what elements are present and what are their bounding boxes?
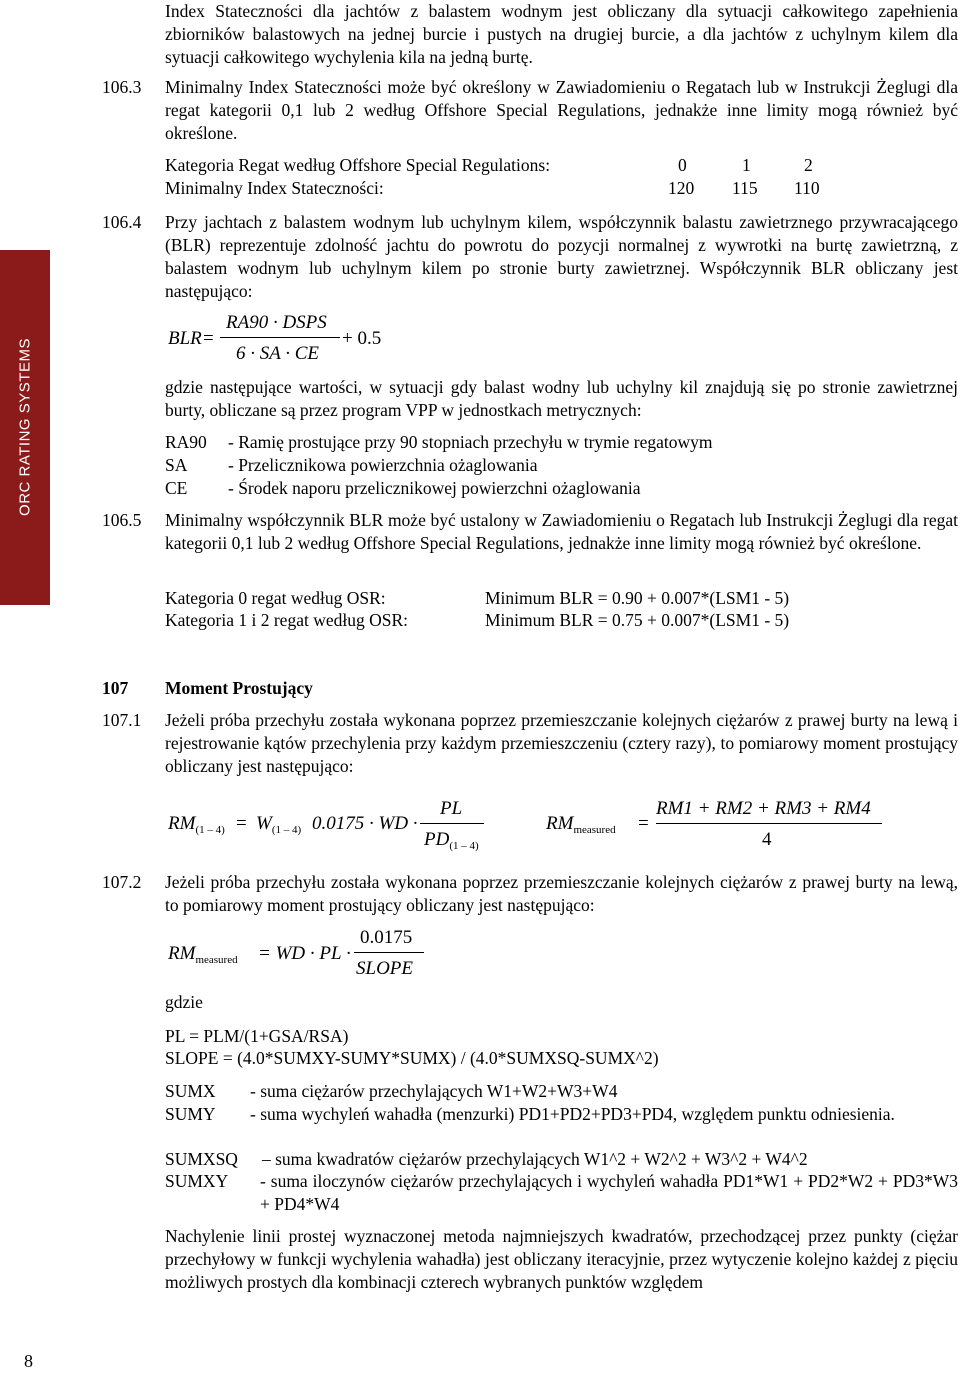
- table-cell: 0: [678, 155, 687, 175]
- blr-where-paragraph: gdzie następujące wartości, w sytuacji gdy balast wodny lub uchylny kil znajdują się po stronie zawietrznej burty, obliczane są przez program VPP w jednostkach metrycznych:: [165, 377, 958, 420]
- section-number: 107: [102, 678, 129, 698]
- formula-middle: = WD · PL ·: [258, 943, 351, 964]
- def-term: SUMX: [165, 1081, 216, 1101]
- formula-denominator: $PD_{(1 - 4)}$: [424, 829, 479, 852]
- fraction-bar: [656, 823, 882, 824]
- section-number: 107.2: [102, 872, 142, 892]
- section-106-3: [102, 76, 958, 145]
- section-107-1: [102, 709, 958, 778]
- formula-numerator: RA90 · DSPS: [226, 312, 327, 333]
- formula-lhs: $RM_{measured}$: [168, 943, 238, 966]
- def-term: SUMXSQ: [165, 1149, 238, 1169]
- section-107-heading: [102, 677, 958, 700]
- fraction-bar: [420, 823, 484, 824]
- table-row-label: Kategoria 0 regat według OSR:: [165, 588, 386, 608]
- def-desc: - Ramię prostujące przy 90 stopniach przechyłu w trymie regatowym: [228, 432, 713, 452]
- formula-numerator: 0.0175: [360, 927, 413, 948]
- section-title: Moment Prostujący: [165, 678, 313, 698]
- table-cell: 115: [732, 178, 758, 198]
- section-number: 106.3: [102, 77, 142, 97]
- fraction-bar: [220, 337, 340, 338]
- table-row-label: Kategoria 1 i 2 regat według OSR:: [165, 610, 409, 630]
- equals-sign: =: [638, 813, 649, 834]
- fraction-bar: [354, 952, 424, 953]
- formula-middle: 0.0175 · WD ·: [312, 813, 418, 834]
- formula-w: $W_{(1 - 4)}$: [256, 813, 302, 836]
- table-cell: Minimum BLR = 0.90 + 0.007*(LSM1 - 5): [485, 588, 790, 608]
- intro-paragraph: Index Stateczności dla jachtów z balastem wodnym jest obliczany dla sytuacji całkowitego zapełnienia zbiorników balastowych na jednej burcie i pustych na drugiej burcie, a dla jachtów z uchylnym kilem dla sytuacji całkowitego wychylenia kila na jedną burtę.: [165, 1, 958, 67]
- def-desc: - suma ciężarów przechylających W1+W2+W3+W4: [250, 1081, 618, 1101]
- section-number: 107.1: [102, 710, 142, 730]
- section-number: 106.4: [102, 212, 142, 232]
- table-cell: 1: [742, 155, 751, 175]
- section-text: Minimalny współczynnik BLR może być ustalony w Zawiadomieniu o Regatach lub Instrukcji Żeglugi dla regat kategorii 0,1 lub 2 według Offshore Special Regulations, jednakże inne limity mogą również być określone.: [165, 510, 958, 553]
- formula-denominator: 4: [762, 829, 772, 850]
- table-cell: 110: [794, 178, 820, 198]
- section-text: Przy jachtach z balastem wodnym lub uchylnym kilem, współczynnik balastu zawietrznego przywracającego (BLR) reprezentuje zdolność jachtu do powrotu do pozycji normalnej z wywrotki na burtę zawietrzną, z balastem wodnym lub uchylnym kilem po stronie burty zawietrznej. Współczynnik BLR obliczany jest następująco:: [165, 212, 958, 301]
- formula-lhs: $RM_{measured}$: [546, 813, 616, 836]
- gdzie-label: gdzie: [165, 992, 203, 1012]
- closing-paragraph: Nachylenie linii prostej wyznaczonej metoda najmniejszych kwadratów, przechodzącej przez punkty (ciężar przechyłowy w funkcji wychylenia wahadła) jest obliczany iteracyjnie, przez wytyczenie kolejno każdej z pięciu możliwych prostych dla kombinacji czterech wybranych punktów względem: [165, 1226, 958, 1292]
- def-term: SUMY: [165, 1104, 216, 1124]
- formula-lhs: BLR=: [168, 328, 215, 349]
- side-tab-label: ORC RATING SYSTEMS: [16, 338, 34, 516]
- formula-tail: + 0.5: [342, 328, 382, 349]
- def-term: SA: [165, 455, 188, 475]
- section-106-4: [102, 211, 958, 303]
- section-text: Minimalny Index Stateczności może być określony w Zawiadomieniu o Regatach lub w Instrukcji Żeglugi dla regat kategorii 0,1 lub 2 według Offshore Special Regulations, jednakże inne limity mogą również być określone.: [165, 77, 958, 143]
- section-number: 106.5: [102, 510, 142, 530]
- section-107-2: [102, 871, 958, 917]
- table-cell: 2: [804, 155, 813, 175]
- def-term: RA90: [165, 432, 207, 452]
- slope-definition: SLOPE = (4.0*SUMXY-SUMY*SUMX) / (4.0*SUMXSQ-SUMX^2): [165, 1048, 659, 1068]
- def-desc: - suma iloczynów ciężarów przechylających i wychyleń wahadła PD1*W1 + PD2*W2 + PD3*W3 + PD4*W4: [260, 1171, 958, 1214]
- table-row-label: Minimalny Index Stateczności:: [165, 178, 384, 198]
- def-term: SUMXY: [165, 1171, 229, 1191]
- def-term: CE: [165, 478, 188, 498]
- table-cell: Minimum BLR = 0.75 + 0.007*(LSM1 - 5): [485, 610, 790, 630]
- table-row-label: Kategoria Regat według Offshore Special Regulations:: [165, 155, 551, 175]
- formula-numerator: PL: [440, 798, 463, 819]
- pl-definition: PL = PLM/(1+GSA/RSA): [165, 1026, 349, 1046]
- page-number: 8: [24, 1351, 33, 1371]
- formula-denominator: 6 · SA · CE: [236, 343, 320, 364]
- def-desc: – suma kwadratów ciężarów przechylających W1^2 + W2^2 + W3^2 + W4^2: [262, 1149, 808, 1169]
- section-text: Jeżeli próba przechyłu została wykonana poprzez przemieszczanie kolejnych ciężarów z prawej burty na lewą, to pomiarowy moment prostujący obliczany jest następująco:: [165, 872, 958, 915]
- formula-lhs: $RM_{(1 - 4)}$: [168, 813, 225, 836]
- formula-numerator: RM1 + RM2 + RM3 + RM4: [656, 798, 871, 819]
- equals-sign: =: [236, 813, 247, 834]
- section-106-5: [102, 509, 958, 555]
- table-cell: 120: [668, 178, 695, 198]
- def-desc: - Przelicznikowa powierzchnia ożaglowania: [228, 455, 538, 475]
- def-desc: - Środek naporu przelicznikowej powierzchni ożaglowania: [228, 478, 641, 498]
- def-desc: - suma wychyleń wahadła (menzurki) PD1+PD2+PD3+PD4, względem punktu odniesienia.: [250, 1104, 895, 1124]
- formula-denominator: SLOPE: [356, 958, 413, 979]
- section-text: Jeżeli próba przechyłu została wykonana poprzez przemieszczanie kolejnych ciężarów z prawej burty na lewą i rejestrowanie kątów przechylenia przy każdym przemieszczeniu (cztery razy), to pomiarowy moment prostujący obliczany jest następująco:: [165, 710, 958, 776]
